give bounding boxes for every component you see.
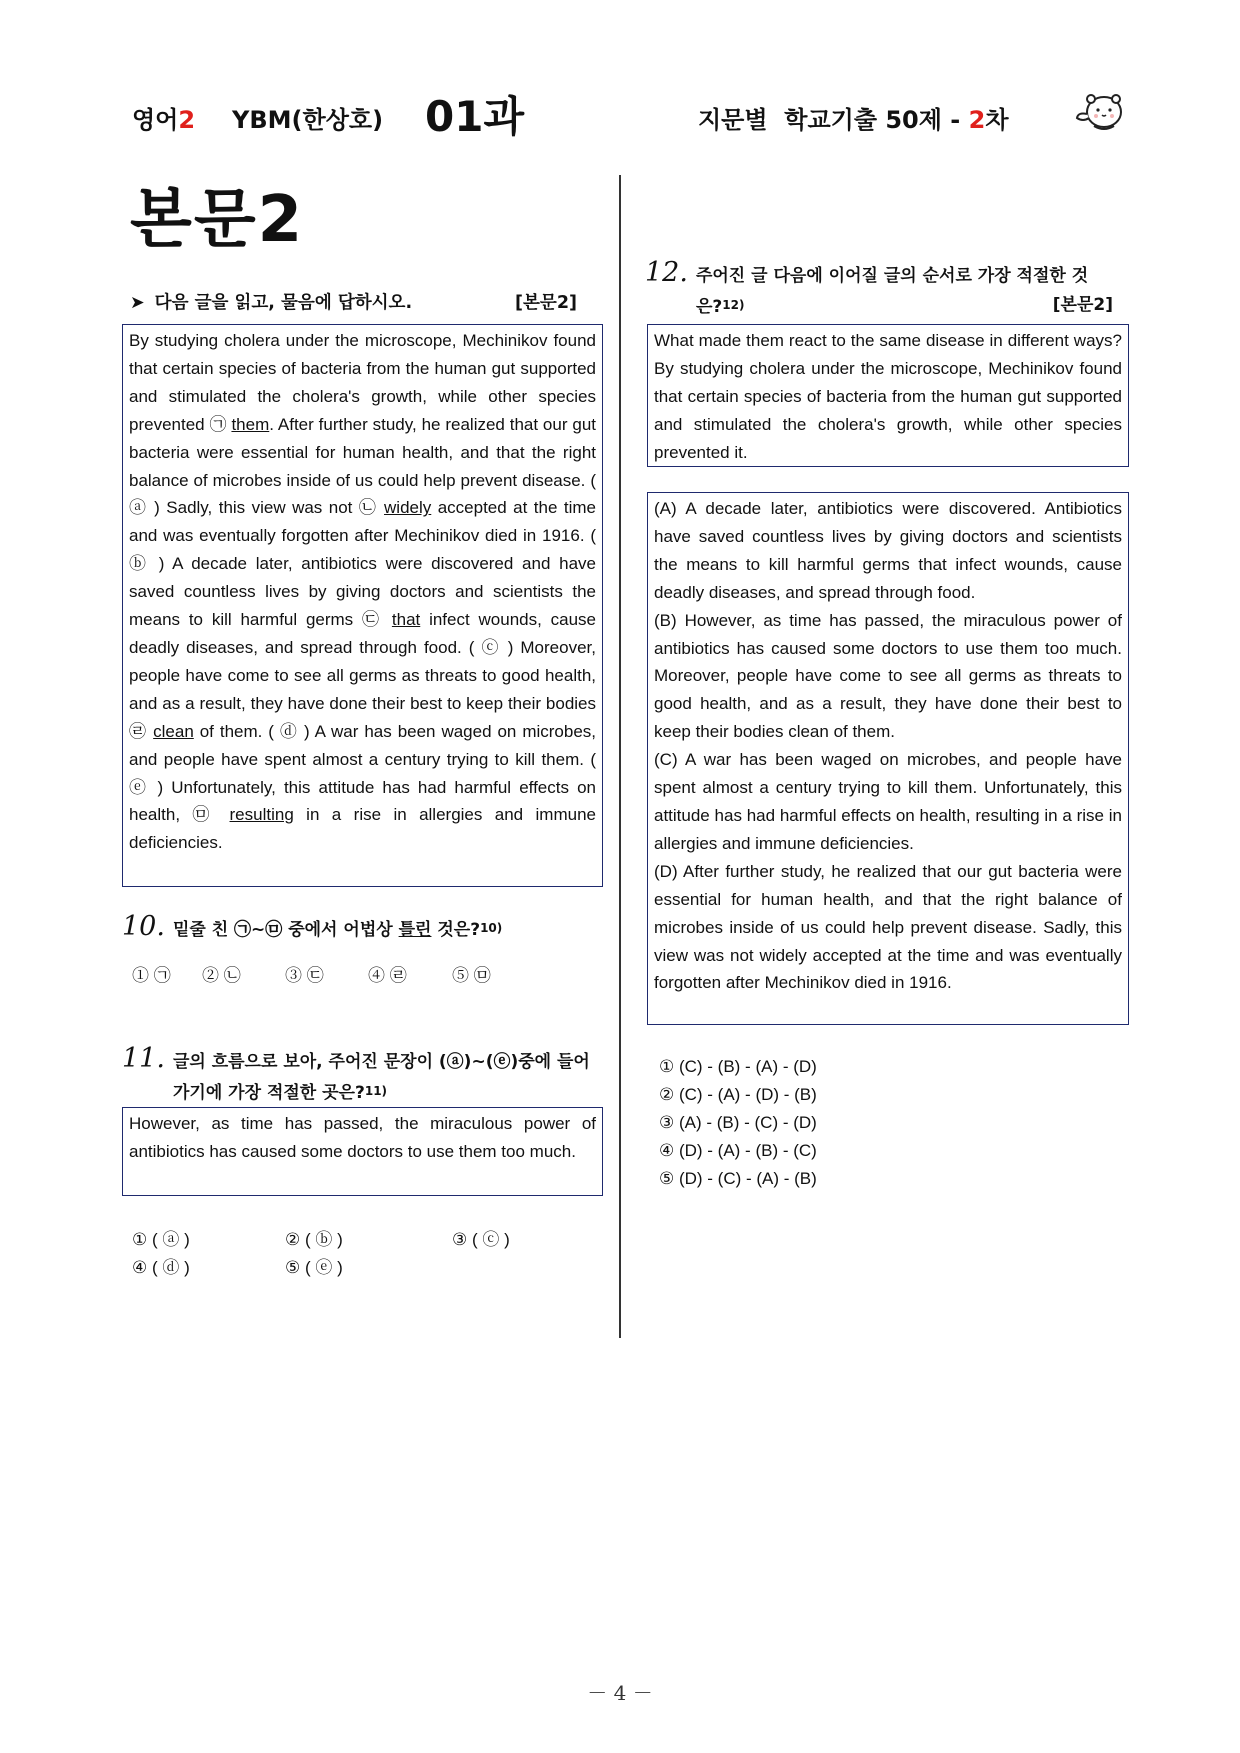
page-number: － 4 －: [587, 1681, 653, 1705]
passage-text: of them. ( ⓓ ) A war has been waged on microbes, and people have spent almost a century trying to kill them. ( ⓔ ) Unfortunately, this attitude has had harmful effects on health, ㉤: [129, 721, 597, 825]
question-number: 12.: [645, 257, 688, 288]
section-title: 본문2: [130, 183, 305, 257]
choice-2[interactable]: ② (C) - (A) - (D) - (B): [659, 1085, 817, 1104]
lesson-label: 01과: [425, 92, 525, 141]
underlined-word: clean: [153, 721, 194, 741]
question-12-title: 12. 주어진 글 다음에 이어질 글의 순서로 가장 적절한 것 은?$^{12)}$ [본문2]: [645, 258, 1121, 322]
instruction-line: ➤ 다음 글을 읽고, 물음에 답하시오. [본문2]: [130, 289, 577, 314]
underlined-word: widely: [384, 498, 432, 518]
main-passage: [122, 324, 603, 887]
choice-3[interactable]: ③ ㉢: [285, 966, 324, 985]
series-label: 지문별 학교기출 50제 - 2차: [698, 106, 1009, 134]
choice-5[interactable]: ⑤ ( ⓔ ): [285, 1258, 343, 1277]
question-12-given-passage: What made them react to the same disease in different ways? By studying cholera under the microscope, Mechinikov found that certain species of bacteria from the human gut supported and stimulated the cholera's growth, while other species prevented it.: [647, 324, 1129, 467]
choice-4[interactable]: ④ (D) - (A) - (B) - (C): [659, 1141, 817, 1160]
choice-5[interactable]: ⑤ ㉤: [452, 966, 491, 985]
question-10-title: 10. 밑줄 친 ㉠~㉤ 중에서 어법상 틀린 것은?$^{10)}$: [122, 911, 503, 942]
column-divider: [619, 175, 621, 1338]
passage-text: accepted at the time and was eventually forgotten after Mechinikov died in 1916. ( ⓑ ) A decade later, antibiotics were discovered and have saved countless lives by giving doctors and scientists the means to kill harmful germs ㉢: [129, 498, 596, 630]
passage-text: By studying cholera under the microscope, Mechinikov found that certain species of bacteria from the human gut supported and stimulated the cholera's growth, while other species prevented ㉠: [129, 331, 596, 434]
instruction-tag: [본문2]: [515, 293, 577, 313]
part-a: (A) A decade later, antibiotics were discovered. Antibiotics have saved countless lives by giving doctors and scientists the means to kill harmful germs that infect wounds, cause deadly diseases, and spread through food.: [654, 499, 1122, 602]
underlined-word: resulting: [229, 805, 294, 825]
choice-3[interactable]: ③ ( ⓒ ): [452, 1230, 510, 1249]
mascot-icon: [1074, 88, 1126, 136]
underlined-word: them: [231, 414, 270, 434]
choice-2[interactable]: ② ( ⓑ ): [285, 1230, 343, 1249]
choice-1[interactable]: ① ( ⓐ ): [132, 1230, 190, 1249]
part-d: (D) After further study, he realized that our gut bacteria were essential for human health, and that the right balance of microbes inside of us could help prevent disease. Sadly, this view was not widely accepted at the time and was eventually forgotten after Mechinikov died in 1916.: [654, 861, 1122, 993]
subject-label: 영어2: [132, 106, 196, 134]
choice-3[interactable]: ③ (A) - (B) - (C) - (D): [659, 1113, 817, 1132]
question-12-parts-box: [647, 492, 1129, 1025]
choice-5[interactable]: ⑤ (D) - (C) - (A) - (B): [659, 1169, 817, 1188]
question-number: 10.: [122, 911, 165, 942]
underlined-word: that: [391, 610, 421, 630]
question-11-title: 11. 글의 흐름으로 보아, 주어진 문장이 (ⓐ)~(ⓔ)중에 들어 가기에 가장 적절한 곳은?$^{11)}$: [122, 1043, 590, 1103]
choice-4[interactable]: ④ ( ⓓ ): [132, 1258, 190, 1277]
passage-text: in a rise in allergies and immune deficiencies.: [129, 805, 596, 853]
question-12-tag: [본문2]: [1052, 295, 1113, 315]
question-11-given-sentence: However, as time has passed, the miraculous power of antibiotics has caused some doctors to use them too much.: [122, 1107, 603, 1196]
choice-2[interactable]: ② ㉡: [202, 966, 241, 985]
passage-text: infect wounds, cause deadly diseases, and spread through food. ( ⓒ ) Moreover, people have come to see all germs as threats to good health, and as a result, they have done their best to keep their bodies ㉣: [129, 610, 597, 741]
page-header: [0, 86, 1240, 146]
choice-4[interactable]: ④ ㉣: [368, 966, 407, 985]
question-number: 11.: [122, 1043, 165, 1074]
passage-text: . After further study, he realized that our gut bacteria were essential for human health, and that the right balance of microbes inside of us could help prevent disease. ( ⓐ ) Sadly, this view was not ㉡: [129, 414, 596, 518]
part-c: (C) A war has been waged on microbes, and people have spent almost a century trying to kill them. Unfortunately, this attitude has had harmful effects on health, resulting in a rise in allergies and immune deficiencies.: [654, 750, 1122, 853]
choice-1[interactable]: ① (C) - (B) - (A) - (D): [659, 1057, 817, 1076]
part-b: (B) However, as time has passed, the miraculous power of antibiotics has caused some doctors to use them too much. Moreover, people have come to see all germs as threats to good health, and as a result, they have done their best to keep their bodies clean of them.: [654, 610, 1122, 742]
publisher-label: YBM(한상호): [232, 106, 384, 134]
choice-1[interactable]: ① ㉠: [132, 966, 171, 985]
arrow-bullet-icon: ➤: [130, 293, 145, 313]
